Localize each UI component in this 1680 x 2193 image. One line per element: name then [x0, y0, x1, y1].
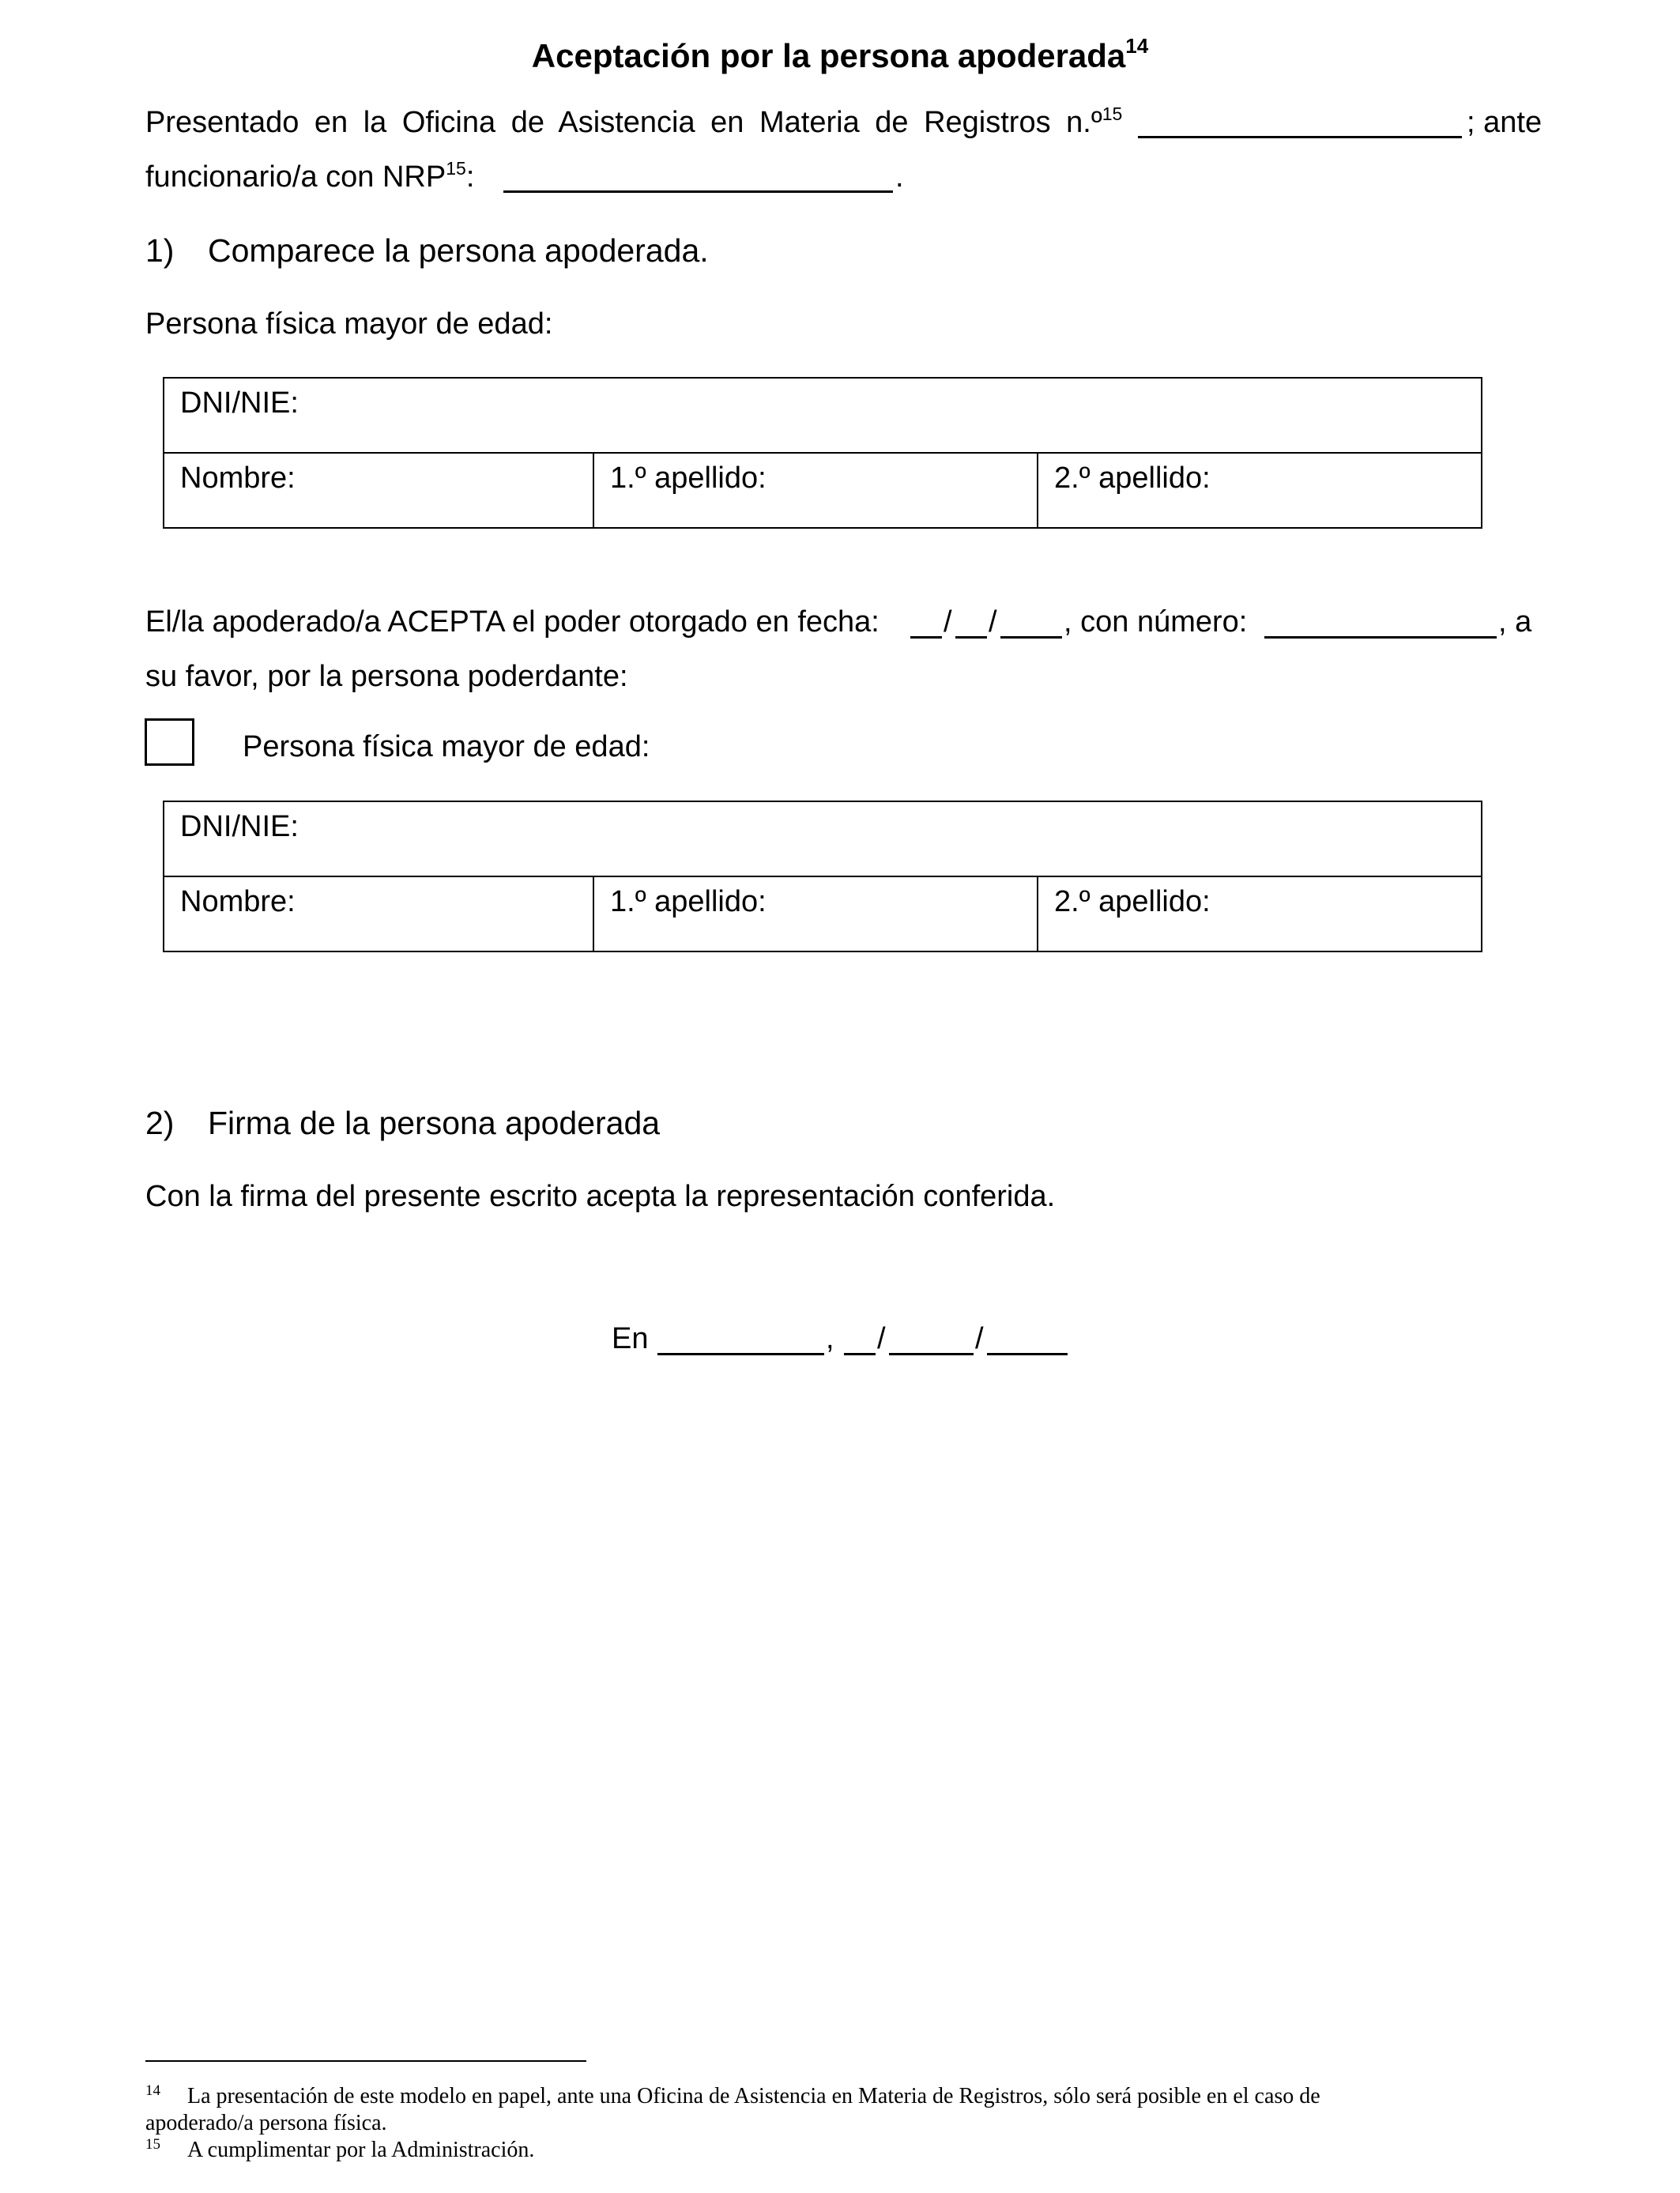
intro-ante: ; ante — [1467, 106, 1543, 139]
grant-date-slash-1: / — [944, 605, 952, 639]
grantor-person-checkbox[interactable] — [145, 718, 194, 766]
title-text: Aceptación por la persona apoderada — [531, 37, 1126, 74]
section-2-label: Firma de la persona apoderada — [208, 1105, 661, 1141]
nrp-field[interactable] — [503, 190, 893, 193]
acceptance-text-line2: su favor, por la persona poderdante: — [145, 660, 628, 693]
footnote-15-text: A cumplimentar por la Administración. — [187, 2138, 535, 2162]
footnote-15 — [145, 2137, 1536, 2164]
acceptance-text-a: El/la apoderado/a ACEPTA el poder otorgado en fecha: — [145, 605, 880, 639]
footnote-14-text-1: La presentación de este modelo en papel, ante una Oficina de Asistencia en Materia de Registros, sólo será posible en el caso de — [187, 2084, 1320, 2108]
grantor-id-table — [163, 801, 1482, 952]
section-1-number: 1) — [145, 232, 175, 269]
section-1-heading — [145, 229, 1094, 273]
footnote-14 — [145, 2083, 1536, 2137]
footnote-14-text-2: apoderado/a persona física. — [145, 2111, 387, 2135]
attorney-id-table — [163, 377, 1482, 529]
grantor-dni-cell[interactable] — [164, 801, 1482, 876]
sign-month-field[interactable] — [889, 1353, 974, 1355]
grantor-apellido2-cell[interactable] — [1038, 876, 1482, 951]
page-title — [0, 24, 1680, 78]
attorney-apellido1-label: 1.º apellido: — [610, 462, 767, 495]
sign-date-slash-1: / — [877, 1322, 886, 1355]
footnote-separator — [145, 2060, 586, 2062]
intro-line-2 — [145, 157, 474, 197]
grant-month-field[interactable] — [955, 636, 987, 639]
grantor-apellido1-label: 1.º apellido: — [610, 885, 767, 918]
grantor-nombre-label: Nombre: — [180, 885, 296, 918]
footnote-14-number: 14 — [145, 2082, 160, 2099]
sign-day-field[interactable] — [844, 1353, 876, 1355]
intro-period: . — [895, 160, 904, 194]
footnote-15-number: 15 — [145, 2136, 160, 2153]
attorney-apellido1-cell[interactable] — [593, 453, 1038, 528]
attorney-apellido2-label: 2.º apellido: — [1054, 462, 1211, 495]
sign-year-field[interactable] — [987, 1353, 1068, 1355]
grantor-nombre-cell[interactable] — [164, 876, 593, 951]
section-2-heading — [145, 1102, 1094, 1146]
intro-nrp-colon: : — [465, 160, 475, 194]
attorney-person-label: Persona física mayor de edad: — [145, 307, 553, 341]
sign-date-slash-2: / — [975, 1322, 984, 1355]
grantor-person-label: Persona física mayor de edad: — [243, 730, 650, 763]
intro-nrp-text: funcionario/a con NRP — [145, 160, 446, 194]
place-date-comma: , — [826, 1322, 834, 1355]
intro-office-text: Presentado en la Oficina de Asistencia en Materia de Registros n.º — [145, 106, 1102, 139]
attorney-dni-label: DNI/NIE: — [180, 386, 299, 420]
signature-text: Con la firma del presente escrito acepta la representación conferida. — [145, 1180, 1056, 1213]
grant-year-field[interactable] — [1000, 636, 1062, 639]
grantor-dni-label: DNI/NIE: — [180, 810, 299, 843]
grantor-apellido2-label: 2.º apellido: — [1054, 885, 1211, 918]
section-2-number: 2) — [145, 1105, 175, 1141]
section-1-label: Comparece la persona apoderada. — [208, 232, 709, 269]
grantor-apellido1-cell[interactable] — [593, 876, 1038, 951]
grant-day-field[interactable] — [910, 636, 942, 639]
title-footnote-ref: 14 — [1125, 34, 1149, 58]
attorney-dni-cell[interactable] — [164, 378, 1482, 453]
acceptance-text-b: , con número: — [1064, 605, 1248, 639]
grant-number-field[interactable] — [1264, 636, 1497, 639]
grant-date-slash-2: / — [989, 605, 997, 639]
intro-footnote-ref-1: 15 — [1102, 104, 1123, 124]
acceptance-text-c: , a — [1498, 605, 1532, 639]
intro-footnote-ref-2: 15 — [446, 158, 466, 179]
office-number-field[interactable] — [1138, 136, 1462, 138]
place-field[interactable] — [657, 1353, 824, 1355]
attorney-nombre-label: Nombre: — [180, 462, 296, 495]
attorney-nombre-cell[interactable] — [164, 453, 593, 528]
place-en-label: En — [612, 1322, 649, 1355]
attorney-apellido2-cell[interactable] — [1038, 453, 1482, 528]
